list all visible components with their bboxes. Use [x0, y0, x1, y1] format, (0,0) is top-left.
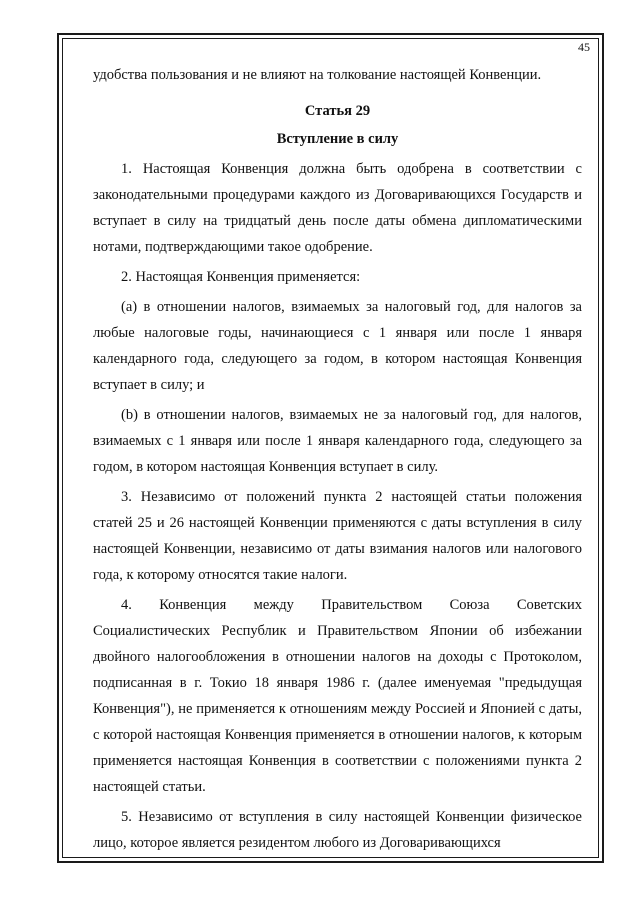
article-title: Статья 29: [304, 103, 371, 119]
article-subtitle: Вступление в силу: [276, 131, 399, 147]
paragraph-2: 2. Настоящая Конвенция применяется:: [121, 269, 361, 285]
document-body: [93, 62, 582, 856]
paragraph-2b: (b) в отношении налогов, взимаемых не за налоговый год, для налогов, взимаемых с 1 января или после 1 января календарного года, следующего за годом, в котором настоящая Конвенция вступает в силу.: [93, 407, 582, 475]
page-number: 45: [578, 40, 590, 54]
paragraph-5: 5. Независимо от вступления в силу настоящей Конвенции физическое лицо, которое является резидентом любого из Договаривающихся: [93, 809, 582, 851]
paragraph-4: 4. Конвенция между Правительством Союза Советских Социалистических Республик и Правительством Японии об избежании двойного налогообложения в отношении налогов на доходы с Протоколом, подписанная в г. Токио 18 января 1986 г. (далее именуемая "предыдущая Конвенция"), не применяется к отношениям между Россией и Японией с даты, с которой настоящая Конвенция применяется в отношении налогов, к которым применяется настоящая Конвенция в соответствии с положениями пункта 2 настоящей статьи.: [93, 597, 582, 795]
paragraph-2a: (a) в отношении налогов, взимаемых за налоговый год, для налогов за любые налоговые годы, начинающиеся с 1 января или после 1 января календарного года, следующего за годом, в котором настоящая Конвенция вступает в силу; и: [93, 299, 582, 393]
paragraph-1: 1. Настоящая Конвенция должна быть одобрена в соответствии с законодательными процедурами каждого из Договаривающихся Государств и вступает в силу на тридцатый день после даты обмена дипломатическими нотами, подтверждающими такое одобрение.: [93, 161, 582, 255]
lead-text: удобства пользования и не влияют на толкование настоящей Конвенции.: [93, 67, 542, 83]
paragraph-3: 3. Независимо от положений пункта 2 настоящей статьи положения статей 25 и 26 настоящей Конвенции применяются с даты вступления в силу настоящей Конвенции, независимо от даты взимания налогов или налогового года, к которому относятся такие налоги.: [93, 489, 582, 583]
